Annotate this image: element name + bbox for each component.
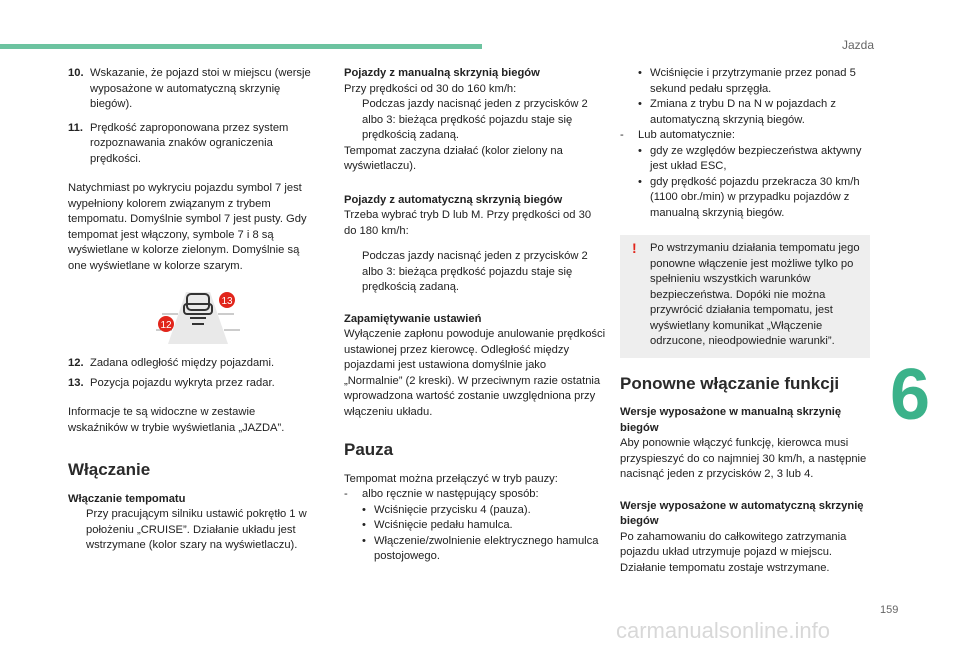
header-bar (0, 44, 482, 49)
exclamation-icon: ! (632, 240, 637, 256)
paragraph: Trzeba wybrać tryb D lub M. Przy prędkości od 30 do 180 km/h: (344, 209, 592, 237)
list-item: • Włączenie/zwolnienie elektrycznego hamulca postojowego. (362, 534, 599, 562)
heading-ponowne: Ponowne włączanie funkcji (620, 373, 840, 393)
page-number: 159 (880, 604, 899, 616)
section-name: Jazda (841, 38, 874, 52)
paragraph: Po zahamowaniu do całkowitego zatrzymania pojazdu układ utrzymuje pojazd w miejscu. Działanie tempomatu zostaje wstrzymane. (620, 530, 847, 574)
paragraph: Natychmiast po wykryciu pojazdu symbol 7 jest wypełniony kolorem związanym z trybem tempomatu. Domyślnie symbol 7 jest pusty. Gdy tempomat jest włączony, symbole 7 i 8 są wyświetlane w kolorze zielonym. Domyślnie są one wyświetlane w kolorze szarym. (68, 182, 307, 272)
instruction: Podczas jazdy nacisnąć jeden z przycisków 2 albo 3: bieżąca prędkość pojazdu staje się prędkością zadaną. (344, 97, 606, 144)
list-item: 13. Pozycja pojazdu wykryta przez radar. (68, 376, 275, 389)
paragraph: Informacje te są widoczne w zestawie wskaźników w trybie wyświetlania „JAZDA”. (68, 406, 285, 434)
watermark: carmanualsonline.info (616, 618, 831, 643)
instruction: Przy pracującym silniku ustawić pokrętło 1 w położeniu „CRUISE”. Działanie układu jest wstrzymane (kolor szary na wyświetlaczu). (68, 507, 314, 554)
arrow-icon (344, 249, 362, 296)
subheading: Wersje wyposażone w automatyczną skrzynię biegów (620, 499, 864, 527)
heading-wlaczanie: Włączanie (68, 460, 151, 479)
paragraph: Wyłączenie zapłonu powoduje anulowanie prędkości ustawionej przez kierowcę. Odległość między pojazdami jest ustawiona domyślnie jako „Normalnie” (2 kreski). W przeciwnym razie ostatnia wprowadzona wartość zostanie uwzględniona przy włączeniu układu. (344, 328, 606, 418)
heading-pauza: Pauza (344, 440, 394, 459)
paragraph: Tempomat zaczyna działać (kolor zielony na wyświetlaczu). (344, 144, 563, 172)
list-item: - albo ręcznie w następujący sposób: (344, 488, 539, 500)
paragraph: Przy prędkości od 30 do 160 km/h: (344, 82, 517, 95)
chapter-tab-number: 6 (890, 355, 931, 435)
list-item: • gdy ze względów bezpieczeństwa aktywny jest układ ESC, (638, 144, 862, 172)
column-1 (68, 66, 314, 554)
subheading: Wersje wyposażone w manualną skrzynię biegów (620, 406, 842, 434)
list-item: • Wciśnięcie i przytrzymanie przez ponad 5 sekund pedału sprzęgła. (638, 67, 856, 95)
arrow-icon (68, 507, 86, 554)
column-2 (344, 66, 606, 565)
subheading: Pojazdy z manualną skrzynią biegów (344, 67, 540, 79)
list-item: • Zmiana z trybu D na N w pojazdach z automatyczną skrzynią biegów. (638, 98, 836, 126)
diagram-badge-12: 12 (160, 320, 172, 331)
list-item: • Wciśnięcie pedału hamulca. (362, 519, 513, 531)
instruction: Podczas jazdy nacisnąć jeden z przycisków 2 albo 3: bieżąca prędkość pojazdu staje się prędkością zadaną. (344, 249, 606, 296)
warning-box: ! Po wstrzymaniu działania tempomatu jego ponowne włączenie jest możliwe tylko po spełnieniu wszystkich warunków bezpieczeństwa. Dopóki nie można przywrócić działania tempomatu, jest wyświetlany komunikat „Włączenie odrzucone, nieodpowiednie warunki”. (620, 235, 870, 358)
subheading: Zapamiętywanie ustawień (344, 312, 482, 325)
column-3 (620, 66, 876, 586)
paragraph: Tempomat można przełączyć w tryb pauzy: (344, 472, 558, 485)
list-item: 11. Prędkość zaproponowana przez system rozpoznawania znaków ograniczenia prędkości. (68, 121, 289, 165)
list-item: • gdy prędkość pojazdu przekracza 30 km/h (1100 obr./min) w przypadku pojazdów z manualną skrzynią biegów. (638, 175, 860, 219)
list-item: - Lub automatycznie: (620, 129, 736, 141)
list-item: 12. Zadana odległość między pojazdami. (68, 357, 275, 369)
arrow-icon (344, 97, 362, 144)
list-item: 10. Wskazanie, że pojazd stoi w miejscu (wersje wyposażone w automatyczną skrzynię biegów). (68, 67, 311, 110)
cruise-display-diagram (148, 284, 248, 346)
paragraph: Aby ponownie włączyć funkcję, kierowca musi przyspieszyć do co najmniej 30 km/h, a następnie nacisnąć jeden z przycisków 2, 3 lub 4. (620, 437, 867, 480)
list-item: • Wciśnięcie przycisku 4 (pauza). (362, 503, 531, 516)
subheading: Pojazdy z automatyczną skrzynią biegów (344, 193, 563, 206)
subheading: Włączanie tempomatu (68, 492, 186, 505)
diagram-badge-13: 13 (221, 296, 233, 307)
